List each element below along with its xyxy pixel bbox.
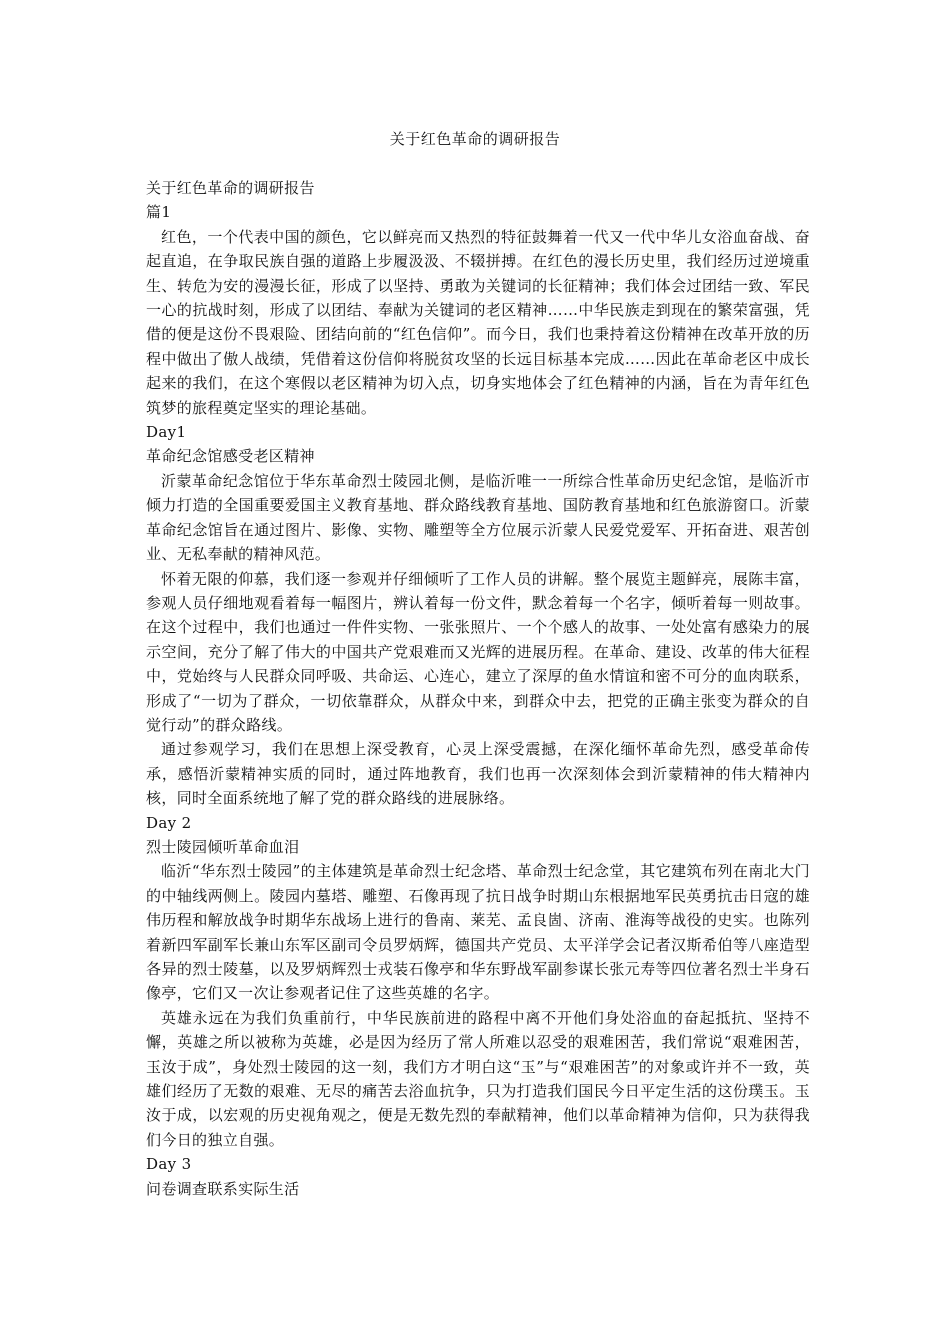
document-title: 关于红色革命的调研报告: [389, 130, 561, 148]
intro-paragraph: 红色，一个代表中国的颜色，它以鲜亮而又热烈的特征鼓舞着一代又一代中华儿女浴血奋战、奋起直追，在争取民族自强的道路上步履汲汲、不辍拼搏。在红色的漫长历史里，我们经历过逆境重生、转危为安的漫漫长征，形成了以坚持、勇敢为关键词的长征精神；我们体会过团结一致、军民一心的抗战时刻，形成了以团结、奉献为关键词的老区精神……中华民族走到现在的繁荣富强，凭借的便是这份不畏艰险、团结向前的“红色信仰”。而今日，我们也秉持着这份精神在改革开放的历程中做出了傲人战绩，凭借着这份信仰将脱贫攻坚的长远目标基本完成……因此在革命老区中成长起来的我们，在这个寒假以老区精神为切入点，切身实地体会了红色精神的内涵，旨在为青年红色筑梦的旅程奠定坚实的理论基础。: [146, 227, 810, 417]
day1-paragraph: 通过参观学习，我们在思想上深受教育，心灵上深受震撼，在深化缅怀革命先烈，感受革命传承，感悟沂蒙精神实质的同时，通过阵地教育，我们也再一次深刻体会到沂蒙精神的伟大精神内核，同时全面系统地了解了党的群众路线的进展脉络。: [146, 740, 810, 808]
day2-label: Day 2: [146, 813, 192, 832]
day3-heading: 问卷调查联系实际生活: [146, 1179, 300, 1198]
section-label: 篇1: [146, 203, 172, 222]
day2-paragraph: 临沂“华东烈士陵园”的主体建筑是革命烈士纪念塔、革命烈士纪念堂，其它建筑布列在南北大门的中轴线两侧上。陵园内墓塔、雕塑、石像再现了抗日战争时期山东根据地军民英勇抗击日寇的雄伟历程和解放战争时期华东战场上进行的鲁南、莱芜、孟良崮、济南、淮海等战役的史实。也陈列着新四军副军长兼山东军区副司令员罗炳辉，德国共产党员、太平洋学会记者汉斯希伯等八座造型各异的烈士陵墓，以及罗炳辉烈士戎装石像亭和华东野战军副参谋长张元寿等四位著名烈士半身石像亭，它们又一次让参观者记住了这些英雄的名字。: [146, 862, 810, 1003]
day1-heading: 革命纪念馆感受老区精神: [146, 447, 315, 466]
day3-label: Day 3: [146, 1155, 192, 1174]
day2-heading: 烈士陵园倾听革命血泪: [146, 837, 300, 856]
document-subtitle: 关于红色革命的调研报告: [146, 179, 315, 197]
day1-paragraph: 怀着无限的仰慕，我们逐一参观并仔细倾听了工作人员的讲解。整个展览主题鲜亮，展陈丰富，参观人员仔细地观看着每一幅图片，辨认着每一份文件，默念着每一个名字，倾听着每一则故事。在这个过程中，我们也通过一件件实物、一张张照片、一个个感人的故事、一处处富有感染力的展示空间，充分了解了伟大的中国共产党艰难而又光辉的进展历程。在革命、建设、改革的伟大征程中，党始终与人民群众同呼吸、共命运、心连心，建立了深厚的鱼水情谊和密不可分的血肉联系， 形成了“一切为了群众，一切依靠群众，从群众中来，到群众中去，把党的正确主张变为群众的自觉行动”的群众路线。: [146, 569, 810, 734]
day1-paragraph: 沂蒙革命纪念馆位于华东革命烈士陵园北侧，是临沂唯一一所综合性革命历史纪念馆，是临沂市倾力打造的全国重要爱国主义教育基地、群众路线教育基地、国防教育基地和红色旅游窗口。沂蒙革命纪念馆旨在通过图片、影像、实物、雕塑等全方位展示沂蒙人民爱党爱军、开拓奋进、艰苦创业、无私奉献的精神风范。: [146, 471, 810, 564]
day1-label: Day1: [146, 423, 187, 442]
document-body: [146, 176, 810, 1201]
day2-paragraph: 英雄永远在为我们负重前行，中华民族前进的路程中离不开他们身处浴血的奋起抵抗、坚持不懈，英雄之所以被称为英雄，必是因为经历了常人所难以忍受的艰难困苦，我们常说“艰难困苦，玉汝于成”，身处烈士陵园的这一刻，我们方才明白这“玉”与“艰难困苦”的对象或许并不一致，英雄们经历了无数的艰难、无尽的痛苦去浴血抗争，只为打造我们国民今日平定生活的这份璞玉。玉汝于成，以宏观的历史视角观之，便是无数先烈的奉献精神，他们以革命精神为信仰，只为获得我们今日的独立自强。: [146, 1008, 810, 1149]
